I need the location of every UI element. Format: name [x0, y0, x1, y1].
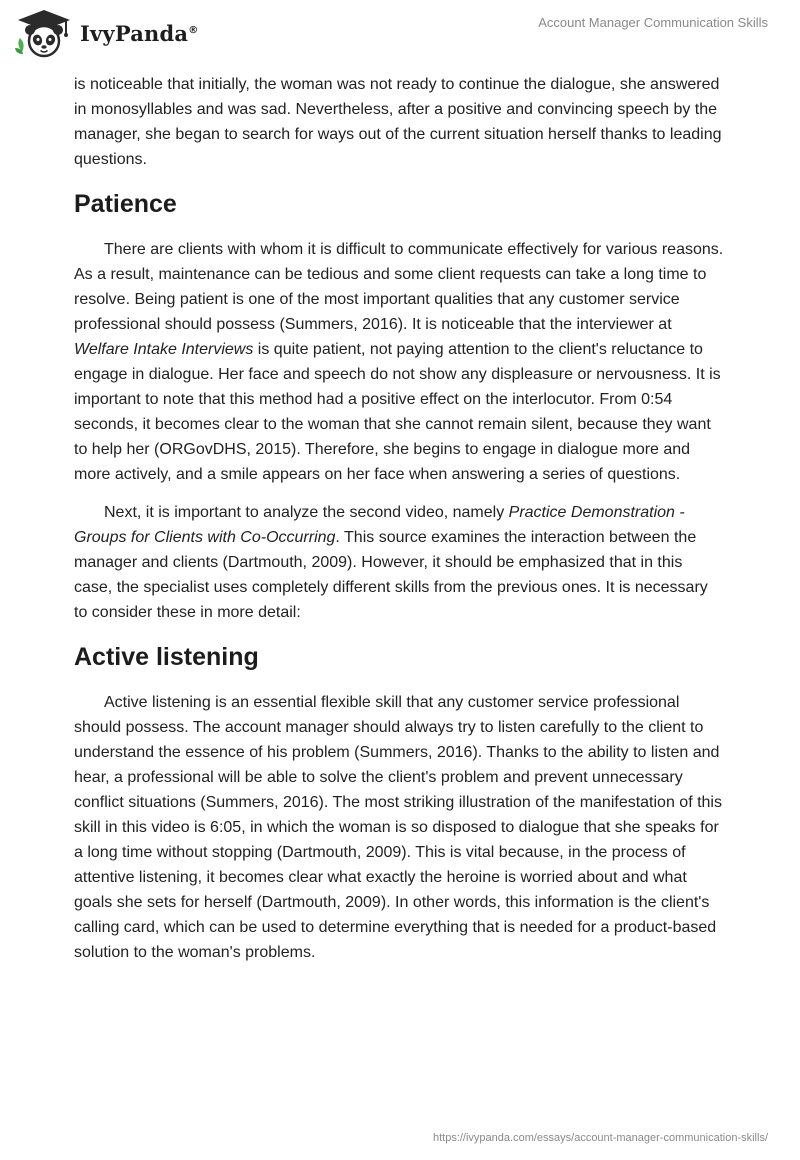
heading-patience: Patience: [74, 190, 177, 218]
page-header: [0, 0, 800, 68]
paragraph-continuation: is noticeable that initially, the woman was not ready to continue the dialogue, she answered in monosyllables and was sad. Nevertheless, after a positive and convincing speech by the manager, she began to search for ways out of the current situation herself thanks to leading questions.: [74, 76, 722, 168]
heading-active-listening: Active listening: [74, 643, 259, 671]
essay-body: [74, 72, 724, 978]
brand-name: IvyPanda®: [80, 21, 199, 46]
paragraph-patience: There are clients with whom it is difficult to communicate effectively for various reasons. As a result, maintenance can be tedious and some client requests can take a long time to resolve. Being patient is one of the most important qualities that any customer service professional should possess (Summers, 2016). It is noticeable that the interviewer at Welfare Intake Interviews is quite patient, not paying attention to the client's reluctance to engage in dialogue. Her face and speech do not show any displeasure or nervousness. It is important to note that this method had a positive effect on the interlocutor. From 0:54 seconds, it becomes clear to the woman that she cannot remain silent, because they want to help her (ORGovDHS, 2015). Therefore, she begins to engage in dialogue more and more actively, and a smile appears on her face when answering a series of questions.: [74, 241, 724, 483]
document-title: Account Manager Communication Skills: [538, 15, 768, 30]
brand-logo[interactable]: [14, 8, 214, 60]
source-url[interactable]: https://ivypanda.com/essays/account-manager-communication-skills/: [432, 1132, 768, 1144]
video-title-practice: Practice Demonstration - Groups for Clients with Co-Occurring: [74, 504, 685, 546]
paragraph-active-listening: Active listening is an essential flexible skill that any customer service professional should possess. The account manager should always try to listen carefully to the client to understand the essence of his problem (Summers, 2016). Thanks to the ability to listen and hear, a professional will be able to solve the client's problem and prevent unnecessary conflict situations (Summers, 2016). The most striking illustration of the manifestation of this skill in this video is 6:05, in which the woman is so disposed to dialogue that she speaks for a long time without stopping (Dartmouth, 2009). This is vital because, in the process of attentive listening, it becomes clear what exactly the heroine is worried about and what goals she sets for herself (Dartmouth, 2009). In other words, this information is the client's calling card, which can be used to determine everything that is needed for a product-based solution to the woman's problems.: [74, 694, 722, 961]
panda-graduate-icon: [14, 8, 74, 60]
paragraph-second-video: Next, it is important to analyze the second video, namely Practice Demonstration - Groups for Clients with Co-Occurring. This source examines the interaction between the manager and clients (Dartmouth, 2009). However, it should be emphasized that in this case, the specialist uses completely different skills from the previous ones. It is necessary to consider these in more detail:: [74, 504, 708, 621]
video-title-welfare: Welfare Intake Interviews: [74, 341, 254, 358]
